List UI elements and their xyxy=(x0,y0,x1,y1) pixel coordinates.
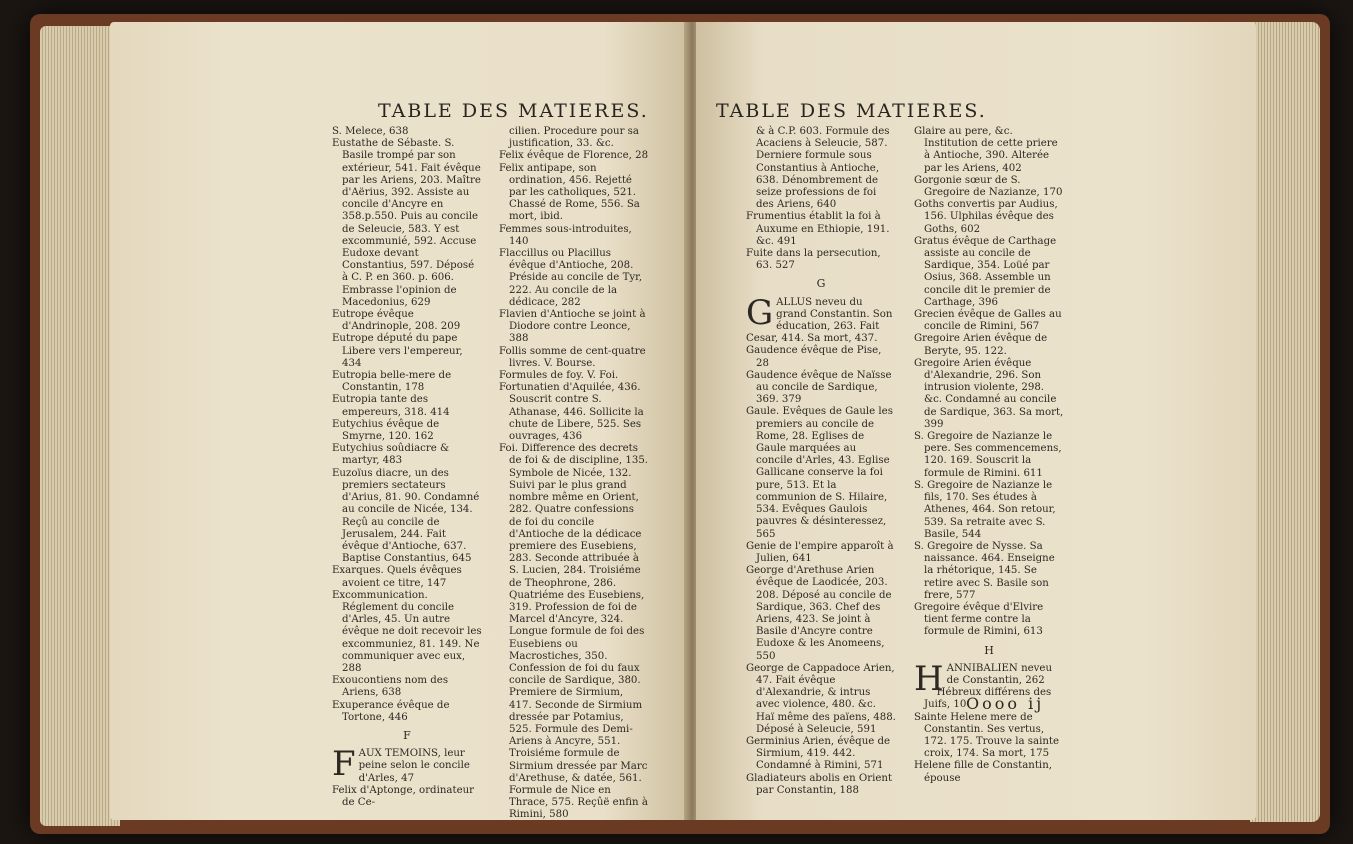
index-entry: Eutychius soûdiacre & martyr, 483 xyxy=(332,443,450,467)
index-entry: Felix antipape, son ordination, 456. Rejetté par les catholiques, 521. Chassé de Rome, 556. Sa mort, ibid. xyxy=(499,162,640,223)
index-entry: Sainte Helene mere de Constantin. Ses vertus, 172. 175. Trouve la sainte croix, 174. Sa mort, 175 xyxy=(914,711,1060,760)
index-entry: Eutropia belle-mere de Constantin, 178 xyxy=(332,370,452,394)
index-entry: Excommunication. Réglement du concile d'Arles, 45. Un autre évêque ne doit recevoir les excommuniez, 81. 149. Ne communiquer avec eux, 288 xyxy=(332,589,482,674)
index-entry: S. Melece, 638 xyxy=(332,126,409,137)
index-entry: Felix évêque de Florence, 28 xyxy=(499,150,649,162)
right-column-1 xyxy=(746,126,896,797)
entry-text: ALLUS neveu du grand Constantin. Son éducation, 263. Fait Cesar, 414. Sa mort, 437. xyxy=(746,296,893,345)
entry-text: AUX TEMOINS, leur peine selon le concile d'Arles, 47 xyxy=(358,748,470,784)
right-page xyxy=(696,22,1256,820)
left-column-1 xyxy=(332,126,482,809)
left-page xyxy=(110,22,690,820)
index-entry: Gregoire évêque d'Elvire tient ferme contre la formule de Rimini, 613 xyxy=(914,601,1044,638)
index-entry: Exoucontiens nom des Ariens, 638 xyxy=(332,675,449,699)
index-entry: Gaudence évêque de Naïsse au concile de Sardique, 369. 379 xyxy=(746,369,892,406)
index-entry: Flavien d'Antioche se joint à Diodore contre Leonce, 388 xyxy=(499,309,646,345)
index-entry: Femmes sous-introduites, 140 xyxy=(499,223,632,247)
running-head-right: TABLE DES MATIERES. xyxy=(716,100,987,122)
index-entry: Genie de l'empire apparoît à Julien, 641 xyxy=(746,540,894,564)
index-entry: George d'Arethuse Arien évêque de Laodicée, 203. 208. Déposé au concile de Sardique, 363. Chef des Ariens, 423. Se joint à Basile d'Ancyre contre Eudoxe & les Anomeens, 550 xyxy=(746,565,892,662)
index-entry: Fuite dans la persecution, 63. 527 xyxy=(746,248,881,272)
index-entry: Glaire au pere, &c. Institution de cette priere à Antioche, 390. Alterée par les Ariens, 402 xyxy=(914,126,1058,174)
index-entry: Exuperance évêque de Tortone, 446 xyxy=(332,699,450,723)
index-entry: S. Gregoire de Nazianze le pere. Ses commencemens, 120. 169. Souscrit la formule de Rimini. 611 xyxy=(914,431,1062,479)
drop-cap: G xyxy=(746,292,774,333)
signature-mark: Oooo ij xyxy=(966,694,1045,713)
index-entry: Eutychius évêque de Smyrne, 120. 162 xyxy=(332,418,440,443)
drop-cap: F xyxy=(332,744,356,785)
index-entry: Gregoire Arien évêque de Beryte, 95. 122. xyxy=(914,333,1048,357)
index-entry: Eustathe de Sébaste. S. Basile trompé par son extérieur, 541. Fait évêque par les Ariens, 203. Maître d'Aërius, 392. Assiste au concile d'Ancyre en 358.p.550. Puis au concile de Seleucie, 583. Y est excommunié, 592. Accuse Eudoxe devant Constantius, 597. Déposé à C. P. en 360. p. 606. Embrasse l'opinion de Macedonius, 629 xyxy=(332,138,481,308)
entry-text: ANNIBALIEN neveu de Constantin, 262 xyxy=(946,662,1053,686)
index-entry: Euzoïus diacre, un des premiers sectateurs d'Arius, 81. 90. Condamné au concile de Nicée, 134. Reçû au concile de Jerusalem, 244. Fait évêque d'Antioche, 637. Baptise Constantius, 645 xyxy=(332,467,480,565)
index-entry: cilien. Procedure pour sa justification, 33. &c. xyxy=(509,126,639,150)
index-entry xyxy=(746,292,896,346)
running-head-left: TABLE DES MATIERES. xyxy=(378,100,649,122)
page-edges-left xyxy=(40,26,120,826)
index-entry: Formules de foy. V. Foi. xyxy=(499,370,619,382)
index-entry: Gaule. Evêques de Gaule les premiers au concile de Rome, 28. Eglises de Gaule marquées au concile d'Arles, 43. Eglise Gallicane conserve la foi pure, 513. Et la communion de S. Hilaire, 534. Evêques Gaulois pauvres & désinteressez, 565 xyxy=(746,406,893,540)
index-entry: Frumentius établit la foi à Auxume en Ethiopie, 191. &c. 491 xyxy=(746,211,890,247)
drop-cap: H xyxy=(914,658,944,699)
index-entry: Fortunatien d'Aquilée, 436. Souscrit contre S. Athanase, 446. Sollicite la chute de Libere, 525. Ses ouvrages, 436 xyxy=(499,382,644,443)
index-entry: Hébreux différens des Juifs, 10 xyxy=(924,687,1052,711)
index-entry: Grecien évêque de Galles au concile de Rimini, 567 xyxy=(914,309,1062,333)
right-column-2 xyxy=(914,126,1064,785)
index-entry: Goths convertis par Audius, 156. Ulphilas évêque des Goths, 602 xyxy=(914,199,1058,235)
index-entry: Flaccillus ou Placillus évêque d'Antioche, 208. Préside au concile de Tyr, 222. Au concile de la dédicace, 282 xyxy=(499,248,643,308)
index-entry: Gregoire Arien évêque d'Alexandrie, 296. Son intrusion violente, 298. &c. Condamné au concile de Sardique, 363. Sa mort, 399 xyxy=(914,357,1064,430)
index-entry: Gaudence évêque de Pise, 28 xyxy=(746,345,882,369)
index-entry: Eutrope évêque d'Andrinople, 208. 209 xyxy=(332,309,461,333)
section-letter: H xyxy=(984,643,994,657)
section-letter: G xyxy=(816,277,826,291)
index-entry: & à C.P. 603. Formule des Acaciens à Seleucie, 587. Derniere formule sous Constantius à Antioche, 638. Dénombrement de seize professions de foi des Ariens, 640 xyxy=(756,126,890,211)
index-entry: Exarques. Quels évêques avoient ce titre, 147 xyxy=(332,565,462,589)
index-entry xyxy=(332,744,482,785)
section-letter: F xyxy=(403,728,411,742)
page-edges-right xyxy=(1250,22,1320,822)
index-entry: Foi. Difference des decrets de foi & de discipline, 135. Symbole de Nicée, 132. Suivi par le plus grand nombre même en Orient, 282. Quatre confessions de foi du concile d'Antioche de la dédicace premiere des Eusebiens, 283. Seconde attribuée à S. Lucien, 284. Troisiéme de Theophrone, 286. Quatriéme des Eusebiens, 319. Profession de foi de Marcel d'Ancyre, 324. Longue formule de foi des Eusebiens ou Macrostiches, 350. Confession de foi du faux concile de Sardique, 380. Premiere de Sirmium, 417. Seconde de Sirmium dressée par Potamius, 525. Formule des Demi-Ariens à Ancyre, 551. Troisiéme formule de Sirmium dressée par Marc d'Arethuse, & datée, 561. Formule de Nice en Thrace, 575. Reçûë enfin à Rimini, 580 xyxy=(499,443,649,820)
index-entry: Germinius Arien, évêque de Sirmium, 419. 442. Condamné à Rimini, 571 xyxy=(746,735,891,772)
left-column-2 xyxy=(499,126,649,820)
index-entry: S. Gregoire de Nysse. Sa naissance. 464. Enseigne la rhétorique, 145. Se retire avec S. Basile son frere, 577 xyxy=(914,540,1055,601)
index-entry: S. Gregoire de Nazianze le fils, 170. Ses études à Athenes, 464. Son retour, 539. Sa retraite avec S. Basile, 544 xyxy=(914,479,1056,540)
index-entry: Helene fille de Constantin, épouse xyxy=(914,760,1052,784)
index-entry: Felix d'Aptonge, ordinateur de Ce- xyxy=(332,784,475,808)
index-entry: Gorgonie sœur de S. Gregoire de Nazianze, 170 xyxy=(914,174,1063,199)
index-entry: Follis somme de cent-quatre livres. V. Bourse. xyxy=(499,345,646,369)
index-entry: Eutropia tante des empereurs, 318. 414 xyxy=(332,394,450,418)
index-entry: Gladiateurs abolis en Orient par Constantin, 188 xyxy=(746,772,893,796)
index-entry: Gratus évêque de Carthage assiste au concile de Sardique, 354. Loüé par Osius, 368. Assemble un concile dit le premier de Carthage, 396 xyxy=(914,235,1057,308)
index-entry: Eutrope député du pape Libere vers l'empereur, 434 xyxy=(332,333,463,369)
index-entry: George de Cappadoce Arien, 47. Fait évêque d'Alexandrie, & intrus avec violence, 480. &c. Haï même des païens, 488. Déposé à Seleucie, 591 xyxy=(746,662,896,735)
